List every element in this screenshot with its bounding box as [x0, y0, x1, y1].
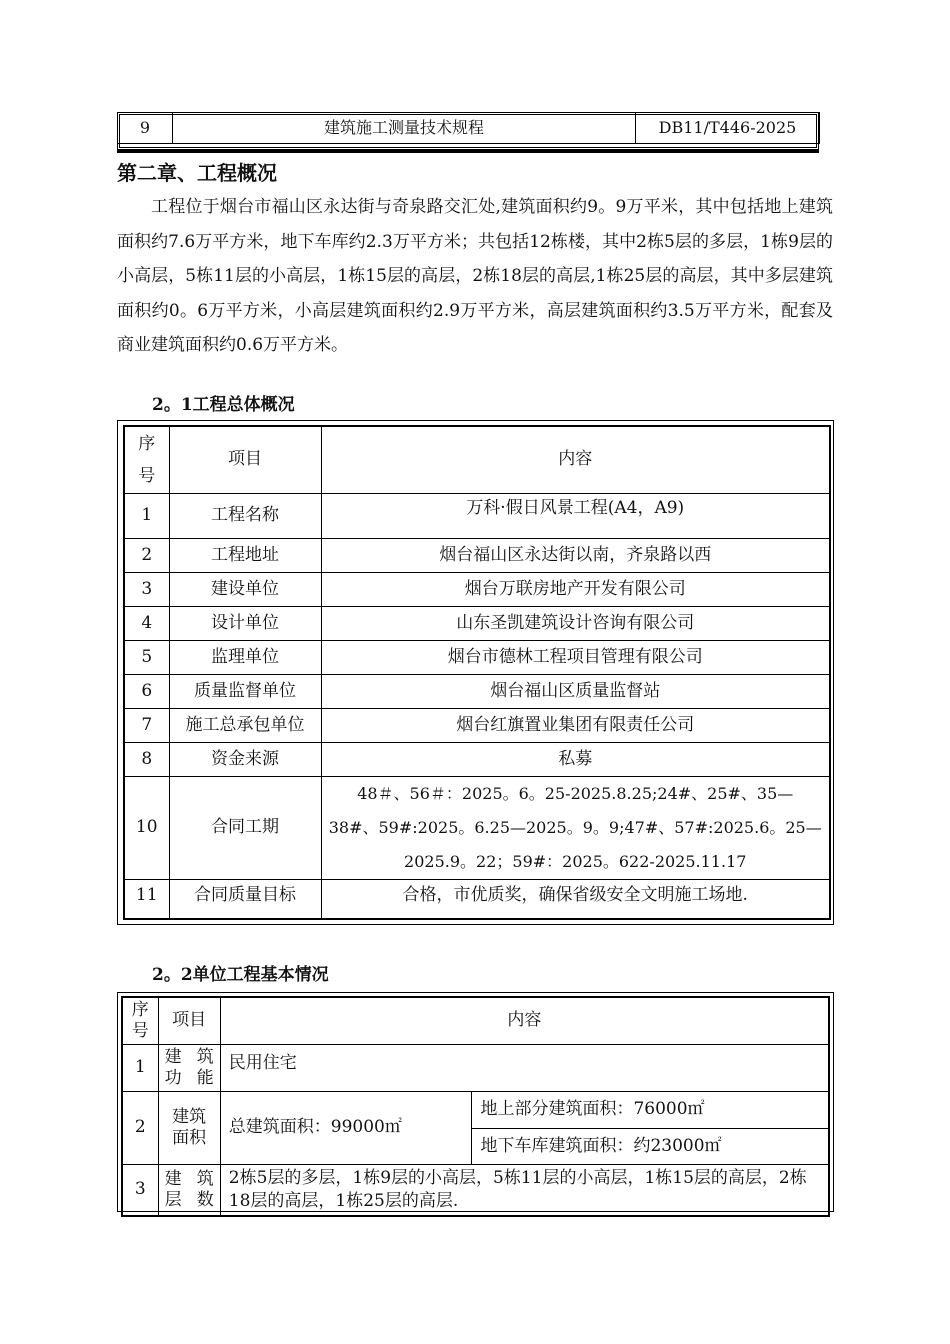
- table-row: 7 施工总承包单位 烟台红旗置业集团有限责任公司: [124, 709, 830, 743]
- table-row: 5 监理单位 烟台市德林工程项目管理有限公司: [124, 641, 830, 675]
- table-header-row: [122, 997, 829, 1045]
- table-row: 4 设计单位 山东圣凯建筑设计咨询有限公司: [124, 607, 830, 641]
- header-item: 项目: [169, 426, 321, 494]
- standards-code: DB11/T446-2025: [636, 113, 820, 144]
- header-content: 内容: [220, 997, 829, 1045]
- standards-table: [117, 112, 820, 144]
- intro-paragraph: 工程位于烟台市福山区永达街与奇泉路交汇处,建筑面积约9。9万平米，其中包括地上建筑面积约7.6万平方米，地下车库约2.3万平方米；共包括12栋楼，其中2栋5层的多层，1栋9层的小高层，5栋11层的小高层，1栋15层的高层，2栋18层的高层,1栋25层的高层，其中多层建筑面积约0。6万平方米，小高层建筑面积约2.9万平方米，高层建筑面积约3.5万平方米，配套及商业建筑面积约0.6万平方米。: [117, 197, 833, 355]
- header-item: 项目: [158, 997, 220, 1045]
- table-row: 3 建设单位 烟台万联房地产开发有限公司: [124, 573, 830, 607]
- table-row: 1 工程名称 万科·假日风景工程(A4，A9): [124, 494, 830, 539]
- standards-no: 9: [118, 113, 173, 144]
- header-content: 内容: [321, 426, 830, 494]
- section-title-2-1: 2。1工程总体概况: [152, 395, 295, 415]
- table-row: 3 建筑 层数 2栋5层的多层，1栋9层的小高层，5栋11层的小高层，1栋15层的高层，2栋18层的高层，1栋25层的高层.: [122, 1165, 829, 1217]
- table-row: 地下车库建筑面积：约23000㎡: [122, 1128, 829, 1165]
- section-title-2-2: 2。2单位工程基本情况: [152, 965, 329, 985]
- table-row: 10 合同工期 48＃、56＃：2025。6。25-2025.8.25;24#、25#、35— 38#、59#:2025。6.25—2025。9。9;47#、57#:2025.6。25— 2025.9。22；59#：2025。622-2025.11.17: [124, 777, 830, 880]
- header-no: 序 号: [122, 997, 158, 1045]
- table-row: 1 建筑 功能 民用住宅: [122, 1045, 829, 1092]
- table-row: 2 建筑 面积 总建筑面积：99000㎡ 地上部分建筑面积：76000㎡: [122, 1092, 829, 1129]
- table-row: 6 质量监督单位 烟台福山区质量监督站: [124, 675, 830, 709]
- standards-underline: [117, 150, 819, 153]
- table-row: 2 工程地址 烟台福山区永达街以南，齐泉路以西: [124, 539, 830, 573]
- table-row: 11 合同质量目标 合格，市优质奖，确保省级安全文明施工场地.: [124, 880, 830, 920]
- standards-name: 建筑施工测量技术规程: [173, 113, 636, 144]
- contract-period-cell: 48＃、56＃：2025。6。25-2025.8.25;24#、25#、35— 38#、59#:2025。6.25—2025。9。9;47#、57#:2025.6。25— 2025.9。22；59#：2025。622-2025.11.17: [321, 777, 830, 880]
- overview-table: [123, 425, 831, 920]
- header-no: 序 号: [124, 426, 169, 494]
- table-header-row: [124, 426, 830, 494]
- table-row: 8 资金来源 私募: [124, 743, 830, 777]
- unit-table: [121, 996, 830, 1217]
- table-row: [118, 113, 820, 144]
- chapter-title: 第二章、工程概况: [117, 161, 277, 185]
